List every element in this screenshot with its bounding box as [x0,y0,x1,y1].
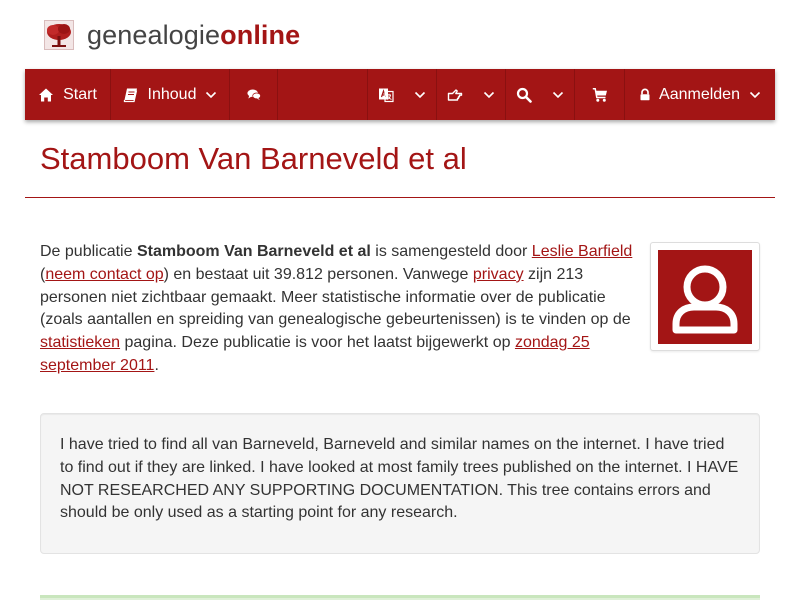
nav-start-label: Start [63,85,97,103]
intro-text: De publicatie [40,243,137,260]
nav-spacer [278,69,368,120]
nav-forum[interactable] [230,69,278,120]
chevron-down-icon [552,91,564,99]
nav-start[interactable] [25,69,111,120]
comments-icon [246,88,262,102]
main-navbar [25,69,775,120]
nav-inhoud[interactable] [111,69,230,120]
site-header [44,17,300,53]
nav-login-label: Aanmelden [659,85,740,103]
intro-text: zijn 213 personen niet zichtbaar gemaakt. Meer statistische informatie over de publicatie (zoals aantallen en spreiding van genealogische gebeurtenissen) is te vinden op de [40,265,631,329]
success-alert-bar [40,595,760,600]
publication-name: Stamboom Van Barneveld et al [136,243,371,260]
intro-text: . [154,356,159,374]
home-icon [38,87,54,103]
tree-logo-icon[interactable] [44,20,74,50]
intro-text: is samengesteld door [370,243,532,260]
site-logo-text[interactable] [87,19,301,50]
chevron-down-icon [414,91,426,99]
nav-inhoud-label: Inhoud [147,85,197,103]
author-link[interactable]: Leslie Barfield [531,243,633,260]
author-avatar[interactable] [650,242,760,351]
nav-tools[interactable] [437,69,506,120]
nav-search[interactable] [506,69,575,120]
nav-cart[interactable] [575,69,625,120]
privacy-link[interactable]: privacy [472,265,524,283]
translate-icon [378,87,394,103]
shopping-cart-icon [592,87,608,103]
nav-language[interactable] [368,69,437,120]
book-icon [123,87,139,103]
publication-intro [40,241,637,378]
publication-description: I have tried to find all van Barneveld, Barneveld and similar names on the internet. I have tried to find out if they are linked. I have looked at most family trees published on the internet. I HAVE NOT RESEARCHED ANY SUPPORTING DOCUMENTATION. This tree contains errors and should be only used as a starting point for any research. [60,436,739,522]
title-divider [25,197,775,198]
chevron-down-icon [483,91,495,99]
chevron-down-icon [749,91,761,99]
hand-pointer-icon [447,87,463,103]
intro-text: ( [40,265,46,283]
intro-text: ) en bestaat uit 39.812 personen. Vanwege [163,265,473,283]
logo-text-part2: online [220,19,301,50]
publication-description-panel [40,413,760,554]
logo-text-part1: genealogie [87,19,221,50]
lock-icon [639,87,651,103]
search-icon [516,87,532,103]
statistics-link[interactable]: statistieken [40,334,121,352]
intro-text: pagina. Deze publicatie is voor het laatst bijgewerkt op [120,334,515,352]
user-avatar-icon [658,250,752,344]
chevron-down-icon [205,91,217,99]
contact-link[interactable]: neem contact op [45,265,164,283]
nav-login[interactable] [625,69,775,120]
last-updated-date-link[interactable]: zondag 25 september 2011 [40,334,590,374]
page-title: Stamboom Van Barneveld et al [40,141,467,176]
